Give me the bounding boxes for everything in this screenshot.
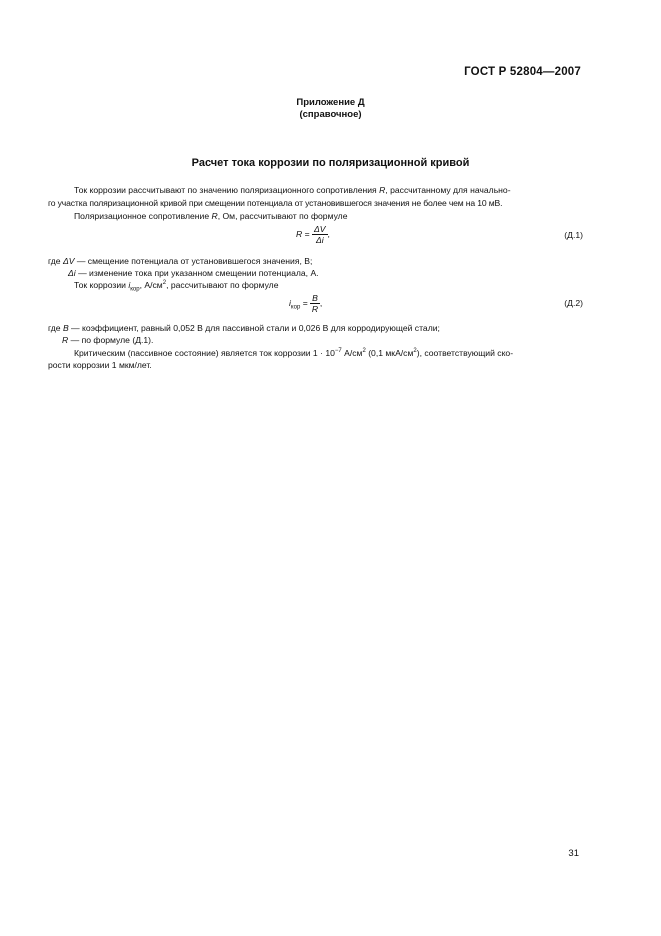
- superscript: 2: [162, 280, 167, 287]
- where-line-1: [48, 255, 312, 267]
- paragraph-4-line-2: рости коррозии 1 мкм/лет.: [48, 360, 152, 370]
- symbol-R: R: [62, 335, 69, 345]
- paragraph-2: [74, 210, 347, 222]
- text-run: Ток коррозии рассчитывают по значению поляризационного сопротивления: [74, 185, 380, 195]
- text-run: , Ом, рассчитывают по формуле: [217, 211, 348, 221]
- text-run: Ток коррозии: [74, 280, 129, 290]
- paragraph-1-line-1: [74, 184, 511, 196]
- where-line-4: [62, 334, 153, 346]
- paragraph-4-line-1: [74, 347, 513, 359]
- formula-comma: ,: [319, 298, 323, 308]
- text-run: — изменение тока при указанном смещении потенциала, А.: [75, 268, 319, 278]
- paragraph-3: [74, 279, 278, 291]
- text-run: — коэффициент, равный 0,052 В для пассивной стали и 0,026 В для корродирующей стали;: [68, 323, 440, 333]
- text-run: Поляризационное сопротивление: [74, 211, 212, 221]
- fraction: [310, 293, 323, 315]
- text-run: , А/см: [139, 280, 163, 290]
- superscript: 2: [413, 348, 417, 355]
- where-line-2: [68, 267, 319, 279]
- symbol-B: B: [62, 323, 69, 333]
- appendix-subtitle: (справочное): [299, 109, 362, 120]
- equals-sign: =: [302, 298, 308, 308]
- symbol-i: i: [128, 280, 131, 290]
- section-title: Расчет тока коррозии по поляризационной кривой: [191, 157, 470, 169]
- superscript: −7: [334, 348, 342, 355]
- symbol-R: R: [379, 185, 386, 195]
- equals-sign: =: [304, 229, 310, 239]
- symbol-R: R: [211, 211, 218, 221]
- text-run: А/см: [341, 348, 363, 358]
- appendix-title: Приложение Д: [296, 97, 365, 108]
- symbol-delta-i: Δi: [68, 268, 76, 278]
- text-run: (0,1 мкА/см: [365, 348, 414, 358]
- text-run: — по формуле (Д.1).: [68, 335, 154, 345]
- text-run: где: [48, 256, 63, 266]
- paragraph-1-line-2: го участка поляризационной кривой при смещении потенциала от установившегося значения не более чем на 10 мВ.: [48, 198, 503, 208]
- formula-d2: [289, 292, 322, 314]
- text-run: , рассчитывают по формуле: [166, 280, 279, 290]
- standard-header: ГОСТ Р 52804—2007: [464, 66, 581, 78]
- text-run: Критическим (пассивное состояние) является ток коррозии 1 · 10: [74, 348, 335, 358]
- page-number: 31: [568, 848, 579, 859]
- subscript: кор: [290, 304, 301, 311]
- text-run: , рассчитанному для начально-: [385, 185, 511, 195]
- formula-number-d1: (Д.1): [564, 230, 583, 240]
- fraction-numerator: ΔV: [314, 224, 326, 235]
- formula-number-d2: (Д.2): [564, 298, 583, 308]
- formula-d1: [296, 223, 330, 245]
- fraction-denominator: R: [311, 304, 319, 315]
- text-run: — смещение потенциала от установившегося значения, В;: [74, 256, 313, 266]
- formula-comma: ,: [327, 229, 330, 239]
- formula-lhs: i: [289, 298, 291, 308]
- symbol-delta-v: ΔV: [62, 256, 75, 266]
- where-line-3: [48, 322, 440, 334]
- fraction: [312, 224, 328, 245]
- formula-lhs: R: [296, 229, 303, 239]
- fraction-denominator: Δi: [315, 235, 324, 246]
- subscript: кор: [130, 286, 140, 293]
- superscript: 2: [362, 348, 366, 355]
- text-run: где: [48, 323, 63, 333]
- fraction-numerator: B: [312, 293, 318, 304]
- text-run: ), соответствующий ско-: [416, 348, 514, 358]
